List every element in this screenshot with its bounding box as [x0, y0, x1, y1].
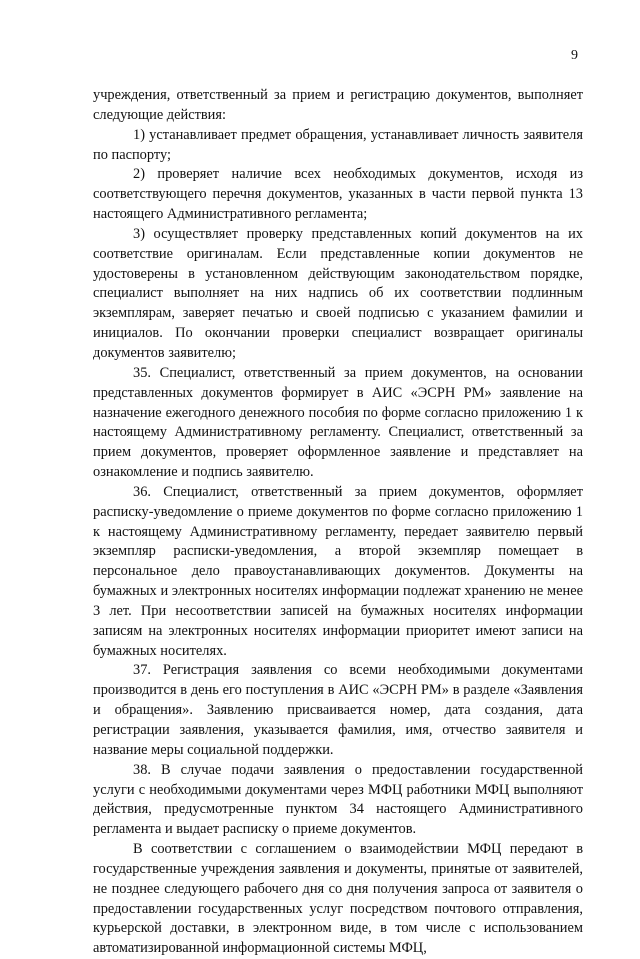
paragraph-mfc-agreement: В соответствии с соглашением о взаимодействии МФЦ передают в государственные учреждения заявления и документы, принятые от заявителей, не позднее следующего рабочего дня со дня получения запроса от заявителя о предоставлении государственных услуг посредством почтового отправления, курьерской доставки, в электронном виде, в том числе с использованием автоматизированной информационной системы МФЦ, — [93, 841, 583, 957]
paragraph-clause-38: 38. В случае подачи заявления о предоставлении государственной услуги с необходимыми документами через МФЦ работники МФЦ выполняют действия, предусмотренные пунктом 34 настоящего Административного регламента и выдает расписку о приеме документов. — [93, 761, 583, 838]
paragraph-clause-36: 36. Специалист, ответственный за прием документов, оформляет расписку-уведомление о приеме документов по форме согласно приложению 1 к настоящему Административному регламенту, передает заявителю первый экземпляр расписки-уведомления, а второй экземпляр помещает в персональное дело правоустанавливающих документов. Документы на бумажных и электронных носителях информации подлежат хранению не менее 3 лет. При несоответствии записей на бумажных носителях информации записям на электронных носителях информации приоритет имеют записи на бумажных носителях. — [93, 483, 583, 659]
paragraph-clause-37: 37. Регистрация заявления со всеми необходимыми документами производится в день его поступления в АИС «ЭСРН РМ» в разделе «Заявления и обращения». Заявлению присваивается номер, дата создания, дата регистрации заявления, указывается фамилия, имя, отчество заявителя и название меры социальной поддержки. — [93, 662, 583, 758]
paragraph-item-2: 2) проверяет наличие всех необходимых документов, исходя из соответствующего перечня документов, указанных в части первой пункта 13 настоящего Административного регламента; — [93, 166, 583, 223]
page-number: 9 — [571, 48, 578, 63]
document-body — [93, 86, 583, 959]
paragraph-item-3: 3) осуществляет проверку представленных копий документов на их соответствие оригиналам. Если представленные копии документов не удостоверены в установленном действующим законодательством порядке, специалист выполняет на них надпись об их соответствии подлинным экземплярам, заверяет печатью и своей подписью с указанием фамилии и инициалов. По окончании проверки специалист возвращает оригиналы документов заявителю; — [93, 225, 583, 361]
paragraph-item-1: 1) устанавливает предмет обращения, устанавливает личность заявителя по паспорту; — [93, 126, 583, 163]
paragraph-clause-35: 35. Специалист, ответственный за прием документов, на основании представленных документов формирует в АИС «ЭСРН РМ» заявление на назначение ежегодного денежного пособия по форме согласно приложению 1 к настоящему Административному регламенту. Специалист, ответственный за прием документов, проверяет оформленное заявление и представляет на ознакомление и подпись заявителю. — [93, 364, 583, 481]
paragraph-continuation: учреждения, ответственный за прием и регистрацию документов, выполняет следующие действия: — [93, 87, 583, 123]
